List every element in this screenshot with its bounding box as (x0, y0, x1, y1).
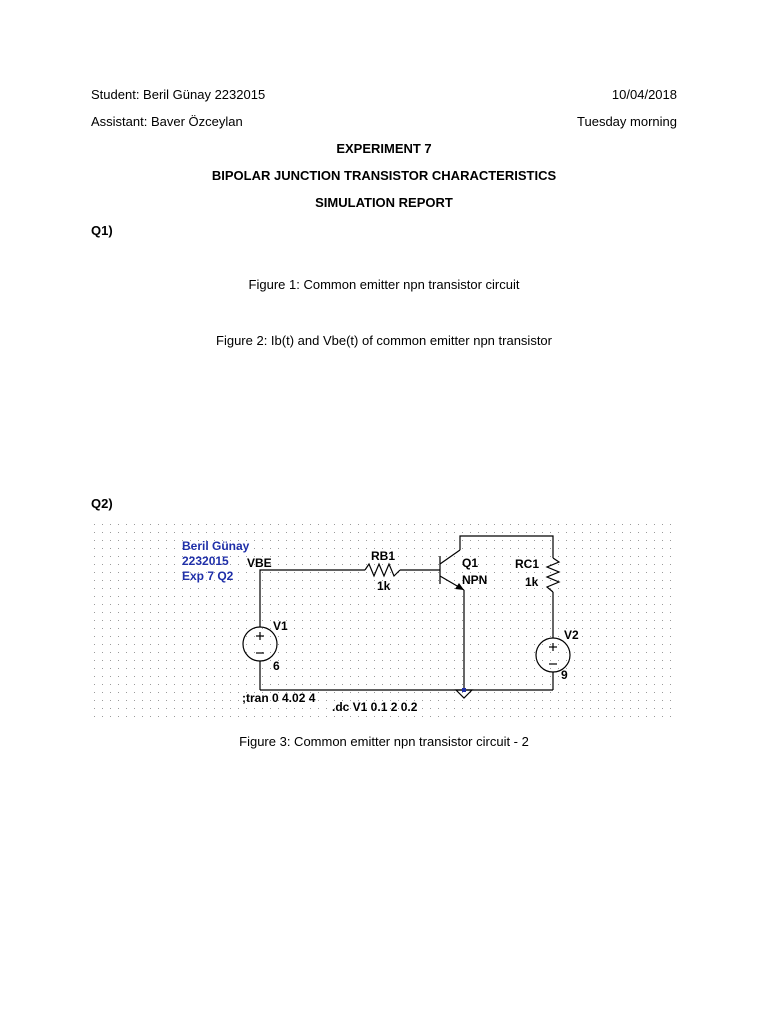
session-time: Tuesday morning (577, 114, 677, 129)
wire-collector (460, 536, 553, 558)
author-name-label: Beril Günay (182, 539, 250, 553)
q1-name-label: Q1 (462, 556, 479, 570)
section-q1-heading: Q1) (91, 223, 113, 238)
report-title: SIMULATION REPORT (315, 195, 453, 210)
rc1-value-label: 1k (525, 575, 539, 589)
author-id-label: 2232015 (182, 554, 229, 568)
dc-directive: .dc V1 0.1 2 0.2 (332, 700, 418, 714)
v1-name-label: V1 (273, 619, 288, 633)
q1-type-label: NPN (462, 573, 488, 587)
rc1-name-label: RC1 (515, 557, 540, 571)
subject-title: BIPOLAR JUNCTION TRANSISTOR CHARACTERISTICS (211, 168, 557, 183)
transistor-q1 (440, 550, 464, 590)
resistor-rc1 (547, 558, 559, 592)
resistor-rb1 (365, 564, 400, 576)
voltage-source-v2 (536, 638, 570, 672)
voltage-source-v1 (243, 627, 277, 661)
v2-value-label: 9 (561, 668, 568, 682)
student-line: Student: Beril Günay 2232015 (91, 87, 266, 102)
report-date: 10/04/2018 (611, 87, 677, 102)
experiment-title: EXPERIMENT 7 (336, 141, 432, 156)
v2-name-label: V2 (564, 628, 579, 642)
assistant-line: Assistant: Baver Özceylan (91, 114, 243, 129)
figure-2-caption: Figure 2: Ib(t) and Vbe(t) of common emitter npn transistor (216, 333, 552, 348)
v1-value-label: 6 (273, 659, 280, 673)
ground-junction (462, 688, 466, 692)
figure-1-caption: Figure 1: Common emitter npn transistor circuit (248, 277, 520, 292)
section-q2-heading: Q2) (91, 496, 113, 511)
figure-3-caption: Figure 3: Common emitter npn transistor circuit - 2 (239, 734, 529, 749)
net-label-vbe: VBE (247, 556, 272, 570)
author-exp-label: Exp 7 Q2 (182, 569, 234, 583)
tran-directive: ;tran 0 4.02 4 (242, 691, 316, 705)
circuit-schematic (90, 520, 675, 720)
rb1-name-label: RB1 (371, 549, 396, 563)
rb1-value-label: 1k (377, 579, 391, 593)
